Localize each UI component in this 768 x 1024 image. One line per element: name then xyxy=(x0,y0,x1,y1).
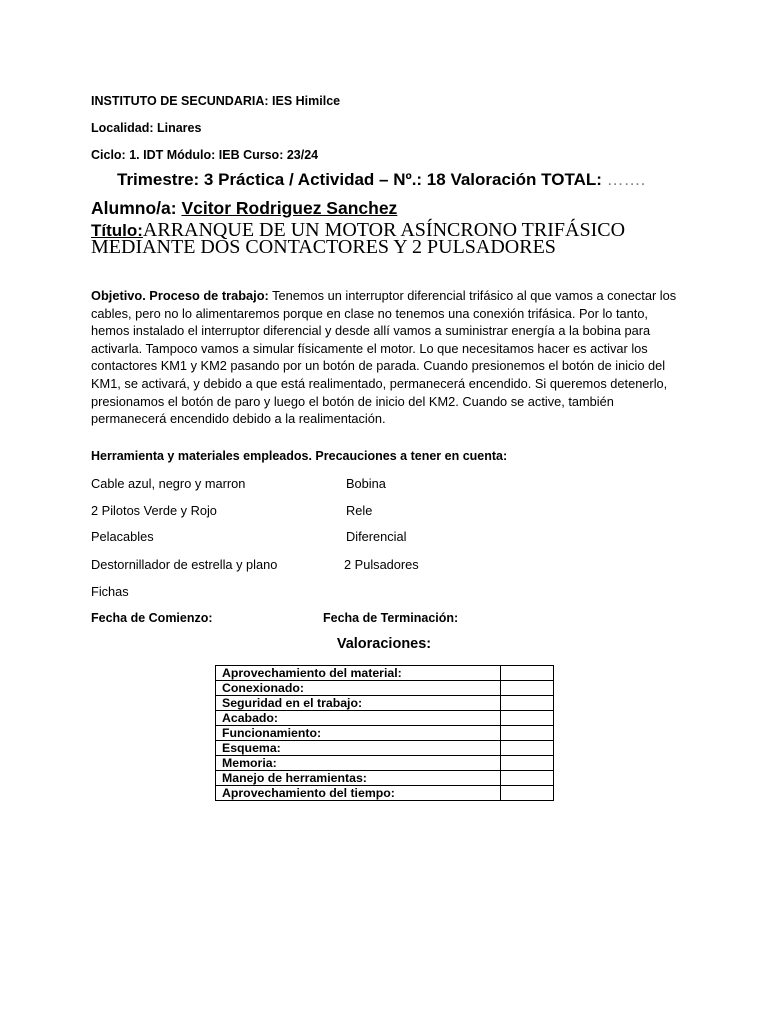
instituto-line: INSTITUTO DE SECUNDARIA: IES Himilce xyxy=(91,94,341,108)
material-right-item: Diferencial xyxy=(346,529,407,544)
material-left-item: Pelacables xyxy=(91,529,154,544)
alumno-name: Vcitor Rodriguez Sanchez xyxy=(181,198,398,218)
material-left-item: 2 Pilotos Verde y Rojo xyxy=(91,503,217,518)
criterion-label: Funcionamiento: xyxy=(216,726,501,741)
table-row xyxy=(216,711,554,726)
titulo-block xyxy=(91,219,691,258)
table-row xyxy=(216,756,554,771)
objetivo-paragraph xyxy=(91,287,683,428)
score-cell[interactable] xyxy=(501,771,554,786)
objetivo-text: Tenemos un interruptor diferencial trifásico al que vamos a conectar los cables, pero no lo alimentaremos porque en clase no tenemos una conexión trifásica. Por lo tanto, hemos instalado el interruptor diferencial y desde allí vamos a suministrar energía a la bobina para activarla. Tampoco vamos a simular físicamente el motor. Lo que necesitamos hacer es activar los contactores KM1 y KM2 pasando por un botón de parada. Cuando presionemos el botón de inicio del KM1, se activará, y debido a que está realimentado, permanecerá encendido. Si queremos detenerlo, presionamos el botón de paro y luego el botón de inicio del KM2. Cuando se active, también permanecerá encendido debido a la realimentación. xyxy=(91,288,677,427)
material-right-item: Bobina xyxy=(346,476,386,491)
titulo-label: Título: xyxy=(91,221,143,240)
valoracion-total-blank: ……. xyxy=(606,170,646,189)
criterion-label: Aprovechamiento del material: xyxy=(216,666,501,681)
table-row xyxy=(216,786,554,801)
table-row xyxy=(216,741,554,756)
ciclo-line: Ciclo: 1. IDT Módulo: IEB Curso: 23/24 xyxy=(91,148,319,162)
criterion-label: Memoria: xyxy=(216,756,501,771)
material-right-item: Rele xyxy=(346,503,373,518)
fecha-comienzo-label: Fecha de Comienzo: xyxy=(91,611,213,625)
trimestre-text: Trimestre: 3 Práctica / Actividad – Nº.: 18 Valoración TOTAL: xyxy=(117,170,602,189)
score-cell[interactable] xyxy=(501,666,554,681)
table-row xyxy=(216,666,554,681)
material-right-item: 2 Pulsadores xyxy=(344,557,419,572)
titulo-text: ARRANQUE DE UN MOTOR ASÍNCRONO TRIFÁSICO MEDIANTE DOS CONTACTORES Y 2 PULSADORES xyxy=(91,219,626,258)
criterion-label: Esquema: xyxy=(216,741,501,756)
table-row xyxy=(216,681,554,696)
material-left-item: Cable azul, negro y marron xyxy=(91,476,246,491)
criterion-label: Aprovechamiento del tiempo: xyxy=(216,786,501,801)
valoraciones-heading: Valoraciones: xyxy=(336,636,432,652)
table-row xyxy=(216,696,554,711)
score-cell[interactable] xyxy=(501,726,554,741)
herramientas-heading: Herramienta y materiales empleados. Precauciones a tener en cuenta: xyxy=(91,449,508,463)
table-row xyxy=(216,726,554,741)
fecha-terminacion-label: Fecha de Terminación: xyxy=(323,611,459,625)
score-cell[interactable] xyxy=(501,756,554,771)
score-cell[interactable] xyxy=(501,741,554,756)
alumno-line xyxy=(91,198,397,219)
score-cell[interactable] xyxy=(501,786,554,801)
score-cell[interactable] xyxy=(501,681,554,696)
material-left-item: Destornillador de estrella y plano xyxy=(91,557,278,572)
alumno-label: Alumno/a: xyxy=(91,198,177,218)
localidad-line: Localidad: Linares xyxy=(91,121,202,135)
score-cell[interactable] xyxy=(501,711,554,726)
criterion-label: Seguridad en el trabajo: xyxy=(216,696,501,711)
score-cell[interactable] xyxy=(501,696,554,711)
table-row xyxy=(216,771,554,786)
criterion-label: Manejo de herramientas: xyxy=(216,771,501,786)
material-left-item: Fichas xyxy=(91,584,129,599)
criterion-label: Conexionado: xyxy=(216,681,501,696)
criterion-label: Acabado: xyxy=(216,711,501,726)
objetivo-label: Objetivo. Proceso de trabajo: xyxy=(91,288,269,303)
valoraciones-table xyxy=(215,665,554,801)
trimestre-line xyxy=(117,170,645,190)
